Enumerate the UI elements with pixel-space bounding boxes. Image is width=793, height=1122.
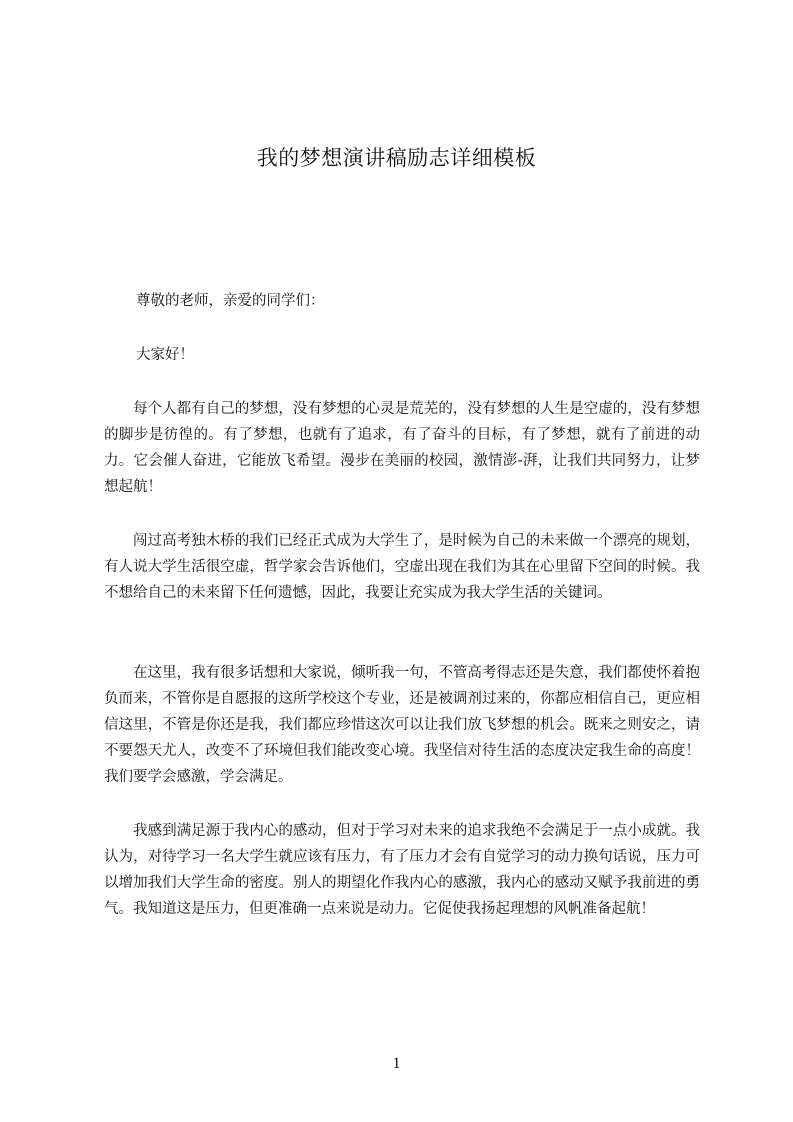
greeting: 大家好！ [136,347,194,363]
document-title: 我的梦想演讲稿励志详细模板 [256,146,537,170]
paragraph: 闯过高考独木桥的我们已经正式成为大学生了，是时候为自己的未来做一个漂亮的规划，有人说大学生活很空虚，哲学家会告诉他们，空虚出现在我们为其在心里留下空间的时候。我不想给自己的未来留下任何遗憾，因此，我要让充实成为我大学生活的关键词。 [104,533,700,601]
paragraph: 每个人都有自己的梦想，没有梦想的心灵是荒芜的，没有梦想的人生是空虚的，没有梦想的脚步是彷徨的。有了梦想，也就有了追求，有了奋斗的目标，有了梦想，就有了前进的动力。它会催人奋进，它能放飞希望。漫步在美丽的校园，激情澎-湃，让我们共同努力，让梦想起航！ [104,401,700,495]
paragraph: 我感到满足源于我内心的感动，但对于学习对未来的追求我绝不会满足于一点小成就。我认为，对待学习一名大学生就应该有压力，有了压力才会有自觉学习的动力换句话说，压力可以增加我们大学生命的密度。别人的期望化作我内心的感激，我内心的感动又赋予我前进的勇气。我知道这是压力，但更准确一点来说是动力。它促使我扬起理想的风帆准备起航！ [104,823,700,917]
salutation: 尊敬的老师，亲爱的同学们： [136,293,325,309]
paragraph: 在这里，我有很多话想和大家说，倾听我一句，不管高考得志还是失意，我们都使怀着抱负而来，不管你是自愿报的这所学校这个专业，还是被调剂过来的，你都应相信自己，更应相信这里，不管是你还是我，我们都应珍惜这次可以让我们放飞梦想的机会。既来之则安之，请不要怨天尤人，改变不了环境但我们能改变心境。我坚信对待生活的态度决定我生命的高度！我们要学会感激，学会满足。 [104,665,700,785]
page-number: 1 [392,1055,401,1072]
